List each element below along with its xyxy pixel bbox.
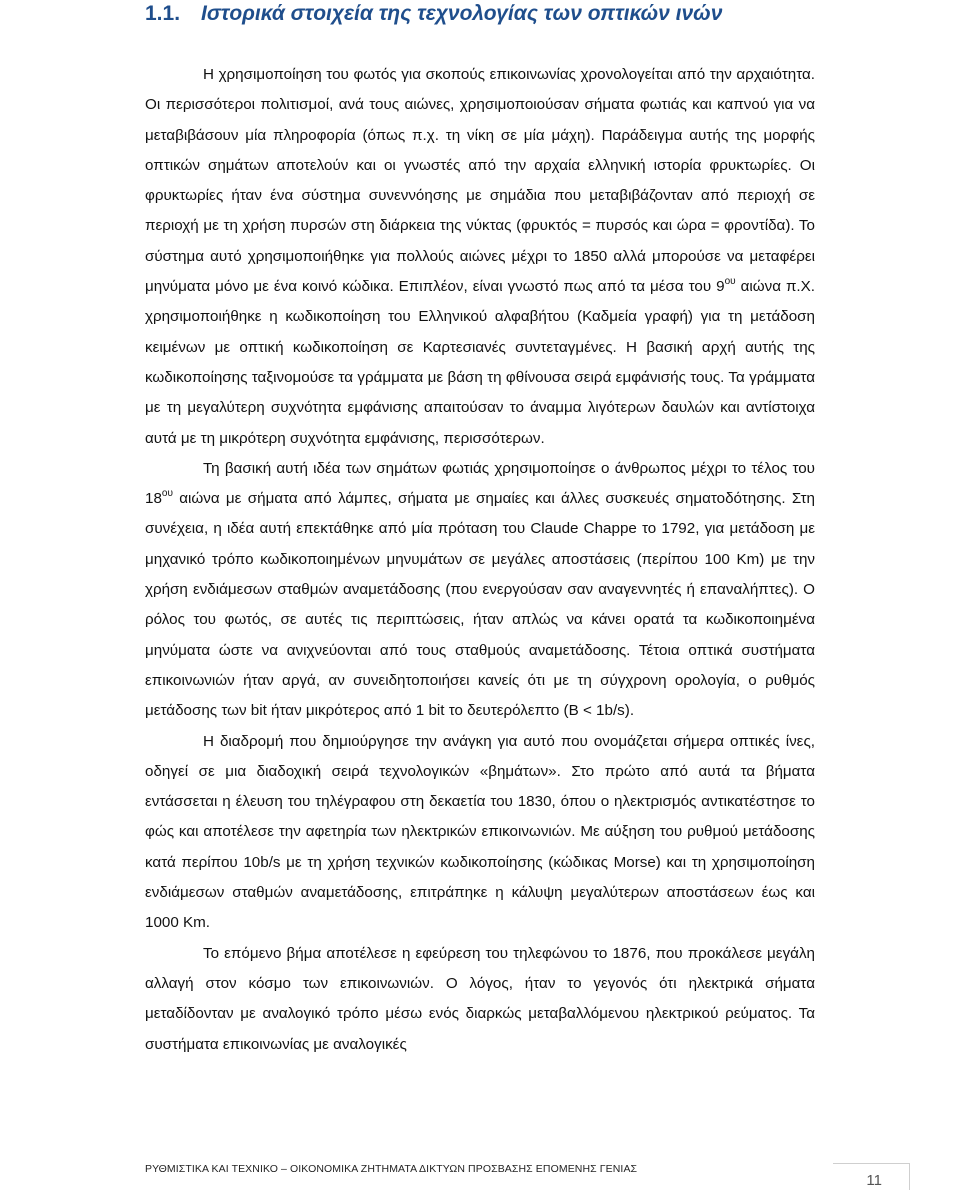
section-heading — [145, 2, 722, 26]
text-run: αιώνα με σήματα από λάμπες, σήματα με σημαίες και άλλες συσκευές σηματοδότησης. Στη συνέχεια, η ιδέα αυτή επεκτάθηκε από μία πρόταση του Claude Chappe το 1792, για μετάδοση με μηχανικό τρόπο κωδικοποιημένων μηνυμάτων σε μεγάλες αποστάσεις (περίπου 100 Km) με την χρήση ενδιάμεσων σταθμών αναμετάδοσης (που ενεργούσαν σαν αναγεννητές ή επαναλήπτες). Ο ρόλος του φωτός, σε αυτές τις περιπτώσεις, ήταν απλώς να κάνει ορατά τα κωδικοποιημένα μηνύματα ώστε να ανιχνεύονται από τους σταθμούς αναμετάδοσης. Τέτοια οπτικά συστήματα επικοινωνιών ήταν αργά, αν συνειδητοποιήσει κανείς ότι με τη σύγχρονη ορολογία, ο ρυθμός μετάδοσης των bit ήταν μικρότερος από 1 bit το δευτερόλεπτο (B < 1b/s). — [145, 490, 815, 720]
page-number: 11 — [866, 1172, 882, 1189]
text-run: Η διαδρομή που δημιούργησε την ανάγκη για αυτό που ονομάζεται σήμερα οπτικές ίνες, οδηγεί σε μια διαδοχική σειρά τεχνολογικών «βημάτων». Στο πρώτο από αυτά τα βήματα εντάσσεται η έλευση του τηλέγραφου στη δεκαετία του 1830, όπου ο ηλεκτρισμός αντικατέστησε το φώς και αποτέλεσε την αφετηρία των ηλεκτρικών επικοινωνιών. Με αύξηση του ρυθμού μετάδοσης κατά περίπου 10b/s με τη χρήση τεχνικών κωδικοποίησης (κώδικας Morse) και τη χρησιμοποίηση ενδιάμεσων σταθμών αναμετάδοσης, επιτράπηκε η κάλυψη μεγαλύτερων αποστάσεων έως και 1000 Km. — [145, 732, 815, 932]
paragraph — [145, 727, 815, 939]
text-run: Τη βασική αυτή ιδέα των σημάτων φωτιάς χρησιμοποίησε ο άνθρωπος μέχρι το τέλος του 18 — [145, 459, 815, 508]
page-footer: ΡΥΘΜΙΣΤΙΚΑ ΚΑΙ ΤΕΧΝΙΚΟ – ΟΙΚΟΝΟΜΙΚΑ ΖΗΤΗΜΑΤΑ ΔΙΚΤΥΩΝ ΠΡΟΣΒΑΣΗΣ ΕΠΟΜΕΝΗΣ ΓΕΝΙΑΣ — [145, 1163, 638, 1175]
text-run: αιώνα π.Χ. χρησιμοποιήθηκε η κωδικοποίηση του Ελληνικού αλφαβήτου (Καδμεία γραφή) για τη μετάδοση κειμένων με οπτική κωδικοποίηση σε Καρτεσιανές συντεταγμένες. Η βασική αρχή αυτής της κωδικοποίησης ταξινομούσε τα γράμματα με βάση τη φθίνουσα σειρά εμφάνισής τους. Τα γράμματα με τη μεγαλύτερη συχνότητα εμφάνισης απαιτούσαν το άναμμα λιγότερων δαυλών και αντίστοιχα αυτά με τη μικρότερη συχνότητα εμφάνισης, περισσότερων. — [145, 278, 816, 447]
page-number-box — [833, 1163, 910, 1190]
paragraph — [145, 939, 815, 1060]
superscript: ου — [724, 276, 736, 288]
text-run: Η χρησιμοποίηση του φωτός για σκοπούς επικοινωνίας χρονολογείται από την αρχαιότητα. Οι περισσότεροι πολιτισμοί, ανά τους αιώνες, χρησιμοποιούσαν σήματα φωτιάς και καπνού για να μεταβιβάσουν μία πληροφορία (όπως π.χ. τη νίκη σε μία μάχη). Παράδειγμα αυτής της μορφής οπτικών σημάτων αποτελούν και οι γνωστές από την αρχαία ελληνική ιστορία φρυκτωρίες. Οι φρυκτωρίες ήταν ένα σύστημα συνεννόησης με σημάδια που μεταβιβάζονταν από περιοχή σε περιοχή με τη χρήση πυρσών στη διάρκεια της νύκτας (φρυκτός = πυρσός και ώρα = φροντίδα). Το σύστημα αυτό χρησιμοποιήθηκε για πολλούς αιώνες μέχρι το 1850 αλλά μπορούσε να μεταφέρει μηνύματα μόνο με ένα κοινό κώδικα. Επιπλέον, είναι γνωστό πως από τα μέσα του 9 — [145, 66, 815, 296]
paragraph — [145, 60, 815, 454]
paragraph — [145, 454, 815, 727]
section-title: Ιστορικά στοιχεία της τεχνολογίας των οπτικών ινών — [201, 2, 723, 25]
section-number: 1.1. — [145, 2, 181, 25]
superscript: ου — [161, 488, 173, 500]
body-text — [145, 60, 815, 1060]
text-run: Το επόμενο βήμα αποτέλεσε η εφεύρεση του τηλεφώνου το 1876, που προκάλεσε μεγάλη αλλαγή στον κόσμο των επικοινωνιών. Ο λόγος, ήταν το γεγονός ότι ηλεκτρικά σήματα μεταδίδονταν με αναλογικό τρόπο μέσω ενός διαρκώς μεταβαλλόμενου ηλεκτρικού ρεύματος. Τα συστήματα επικοινωνίας με αναλογικές — [145, 944, 815, 1053]
